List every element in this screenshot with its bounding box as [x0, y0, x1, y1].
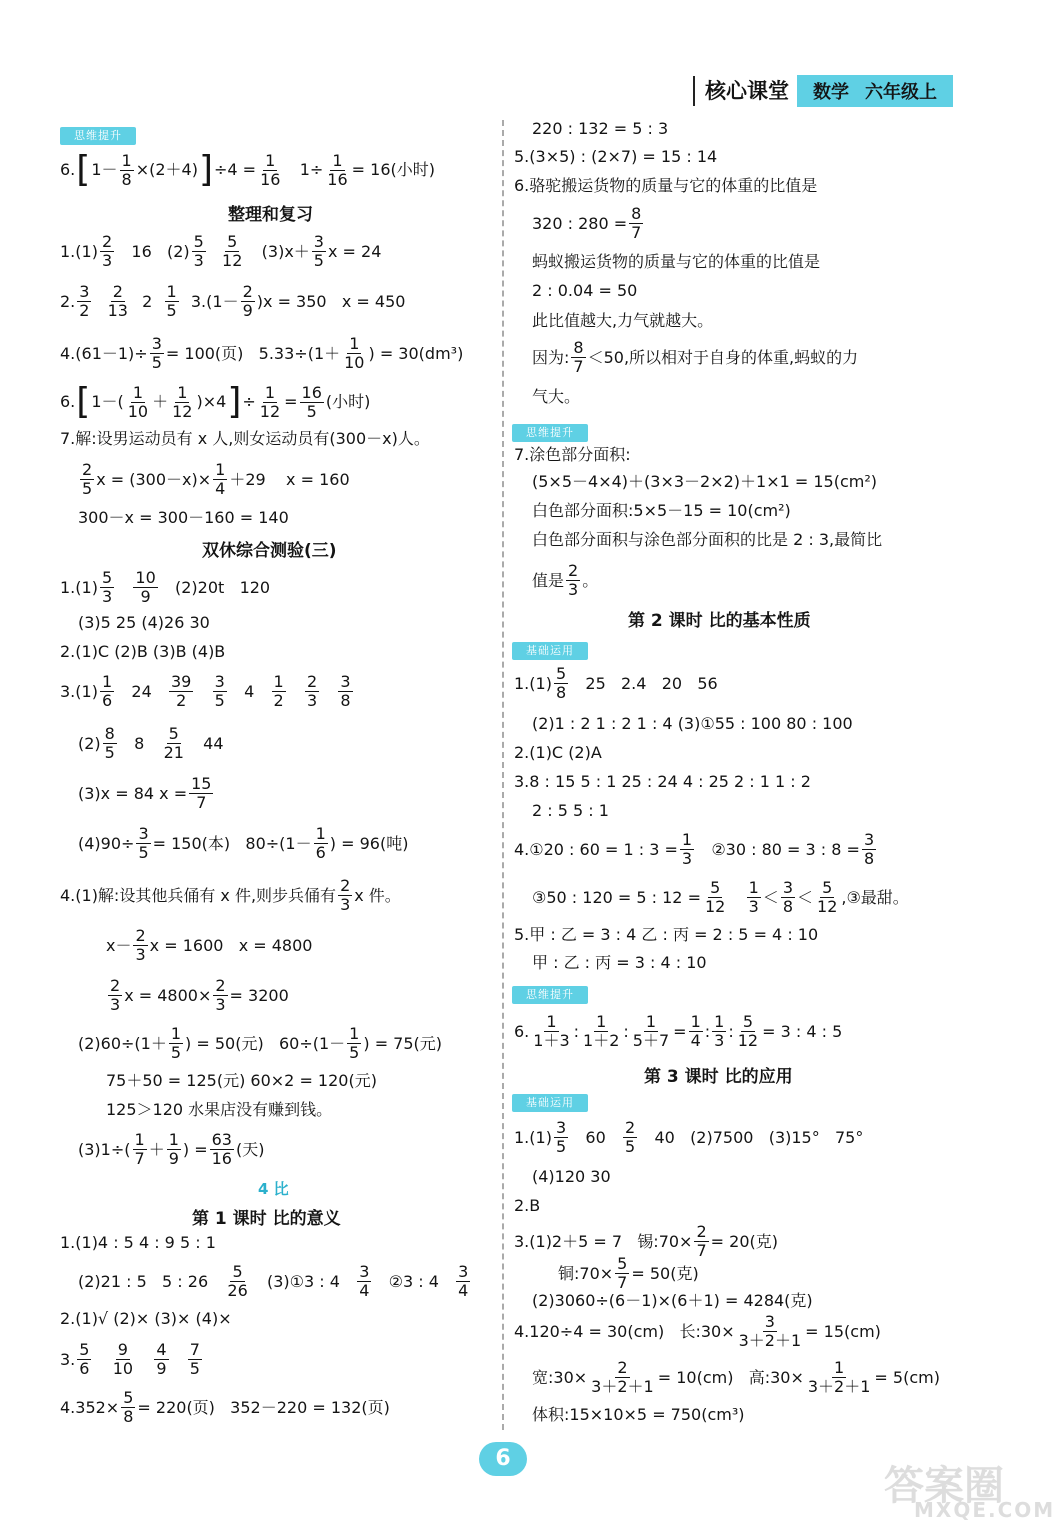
answer-line: (3)1÷( 1 7 ＋ 1 9 ) = 63 16 (天): [78, 1130, 265, 1168]
answer-line: 1.(1) 5 3 10 9 (2)20t 120: [60, 568, 271, 606]
answer-line: 2 5 x = (300－x)× 1 4 ＋29 x = 160: [82, 460, 350, 498]
tag-siwei: 思维提升: [512, 424, 588, 442]
answer-line: 甲 : 乙 : 丙 = 3 : 4 : 10: [532, 953, 707, 972]
answer-line: (2)21 : 5 5 : 26 5 26 (3)①3 : 4 3 4 ②3 : 4 3 4: [78, 1262, 469, 1300]
answer-line: (3)5 25 (4)26 30: [78, 613, 210, 632]
answer-text: (3)x = 84 x =: [78, 783, 188, 803]
answer-text: ＜50,所以相对于自身的体重,蚂蚁的力: [587, 347, 859, 367]
answer-line: 宽:30× 2 3＋2＋1 = 10(cm) 高:30× 1 3＋2＋1 = 5(cm): [532, 1358, 940, 1396]
answer-line: (2)3060÷(6－1)×(6＋1) = 4284(克): [532, 1291, 813, 1310]
answer-line: (4)90÷ 3 5 = 150(本) 80÷(1－ 1 6 ) = 96(吨): [78, 824, 409, 862]
answer-line: 3.(1)2＋5 = 7 锡:70× 2 7 = 20(克): [514, 1222, 778, 1260]
answer-line: 2.B: [514, 1196, 541, 1215]
answer-line: 因为: 8 7 ＜50,所以相对于自身的体重,蚂蚁的力: [532, 338, 859, 376]
answer-line: 5.(3×5) : (2×7) = 15 : 14: [514, 147, 718, 166]
answer-line: 2 : 5 5 : 1: [532, 801, 609, 820]
answer-line: 白色部分面积与涂色部分面积的比是 2 : 3,最简比: [532, 530, 883, 549]
answer-line: (2) 8 5 8 5 21 44: [78, 724, 224, 762]
answer-line: 6. [ 1－ 1 8 ×(2＋4) ] ÷4 = 1 16 1÷ 1 16 = 16(小时): [60, 149, 435, 190]
answer-line: 3.8 : 15 5 : 1 25 : 24 4 : 25 2 : 1 1 : 2: [514, 772, 811, 791]
answer-line: 1.(1) 3 5 60 2 5 40 (2)7500 (3)15° 75°: [514, 1118, 864, 1156]
answer-line: 320 : 280 = 8 7: [532, 204, 642, 242]
tag-jichu: 基础运用: [512, 642, 588, 660]
answer-line: (2)1 : 2 1 : 2 1 : 4 (3)①55 : 100 80 : 100: [532, 714, 853, 733]
answer-line: 2 3 x = 4800× 2 3 = 3200: [110, 976, 289, 1014]
title-test3: 双休综合测验(三): [202, 541, 337, 561]
answer-line: 300－x = 300－160 = 140: [78, 508, 289, 527]
answer-line: 1.(1)4 : 5 4 : 9 5 : 1: [60, 1233, 216, 1252]
answer-text: 4.(1)解:设其他兵俑有 x 件,则步兵俑有: [60, 885, 337, 905]
answer-line: 2.(1)√ (2)× (3)× (4)×: [60, 1309, 232, 1328]
brand-title: 核心课堂: [693, 76, 797, 106]
answer-line: 气大。: [532, 387, 581, 406]
answer-line: 3. 5 6 9 10 4 9 7 5: [60, 1340, 200, 1378]
answer-line: (2)60÷(1＋ 1 5 ) = 50(元) 60÷(1－ 1 5 ) = 75(元): [78, 1024, 443, 1062]
tag-jichu: 基础运用: [512, 1094, 588, 1112]
watermark-top: 答案圈: [884, 1463, 1004, 1509]
answer-line: 7.解:设男运动员有 x 人,则女运动员有(300－x)人。: [60, 429, 430, 448]
answer-line: ③50 : 120 = 5 : 12 = 5 12 1 3 ＜ 3 8 ＜ 5 12 ,③最甜。: [532, 878, 909, 916]
answer-line: 铜:70× 5 7 = 50(克): [558, 1254, 699, 1292]
title-lesson2: 第 2 课时 比的基本性质: [628, 611, 811, 631]
column-divider: [502, 120, 504, 1430]
grade-label: 六年级上: [865, 82, 937, 103]
answer-line: 白色部分面积:5×5－15 = 10(cm²): [532, 501, 791, 520]
answer-line: 5.甲 : 乙 = 3 : 4 乙 : 丙 = 2 : 5 = 4 : 10: [514, 925, 819, 944]
answer-line: 220 : 132 = 5 : 3: [532, 119, 669, 138]
answer-line: 4.①20 : 60 = 1 : 3 = 1 3 ②30 : 80 = 3 : 8 = 3 8: [514, 830, 875, 868]
answer-line: 7.涂色部分面积:: [514, 445, 631, 464]
answer-line: 4.(1)解:设其他兵俑有 x 件,则步兵俑有 2 3 x 件。: [60, 876, 401, 914]
answer-line: 2.(1)C (2)A: [514, 743, 602, 762]
tag-siwei: 思维提升: [512, 986, 588, 1004]
answer-line: 3.(1) 1 6 24 39 2 3 5 4 1 2 2 3 3 8: [60, 672, 351, 710]
subject-band: [797, 75, 953, 107]
answer-line: 125＞120 水果店没有赚到钱。: [106, 1100, 333, 1119]
answer-line: 1.(1) 2 3 16 (2) 5 3 5 12 (3)x＋ 3 5 x = 24: [60, 232, 382, 270]
answer-line: 体积:15×10×5 = 750(cm³): [532, 1405, 745, 1424]
answer-line: 6. [ 1－( 1 10 ＋ 1 12 )×4 ] ÷ 1 12 = 16 5 (小时): [60, 381, 371, 422]
answer-line: 6. 1 1＋3 : 1 1＋2 : 1 5＋7 = 1 4 : 1 3 : 5 12 = 3 : 4 : 5: [514, 1012, 843, 1050]
title-lesson1: 第 1 课时 比的意义: [192, 1209, 341, 1229]
answer-line: 6.骆驼搬运货物的质量与它的体重的比值是: [514, 176, 818, 195]
answer-line: 4.120÷4 = 30(cm) 长:30× 3 3＋2＋1 = 15(cm): [514, 1312, 881, 1350]
answer-line: 1.(1) 5 8 25 2.4 20 56: [514, 664, 718, 702]
title-review: 整理和复习: [228, 205, 313, 225]
answer-line: (5×5－4×4)＋(3×3－2×2)＋1×1 = 15(cm²): [532, 472, 878, 491]
answer-line: x－ 2 3 x = 1600 x = 4800: [106, 926, 313, 964]
watermark-bottom: MXQE.COM: [914, 1498, 1056, 1522]
subject-label: 数学: [813, 82, 849, 103]
page-header: [693, 74, 953, 108]
answer-line: 此比值越大,力气就越大。: [532, 311, 714, 330]
answer-line: 值是 2 3 。: [532, 561, 599, 599]
answer-line: (4)120 30: [532, 1167, 611, 1186]
tag-siwei: 思维提升: [60, 127, 136, 145]
watermark-logo: [880, 1458, 1056, 1528]
answer-line: 蚂蚁搬运货物的质量与它的体重的比值是: [532, 252, 821, 271]
page-number: 6: [479, 1442, 527, 1476]
answer-line: 2. 3 2 2 13 2 1 5 3.(1－ 2 9 )x = 350 x = 450: [60, 282, 406, 320]
answer-line: (3)x = 84 x = $\frac{15}{7}$: [78, 774, 212, 812]
answer-line: 4.(61－1)÷ 3 5 = 100(页) 5.33÷(1＋ 1 10 ) = 30(dm³): [60, 334, 464, 372]
title-lesson3: 第 3 课时 比的应用: [644, 1067, 793, 1087]
answer-line: 2 : 0.04 = 50: [532, 281, 638, 300]
answer-line: 2.(1)C (2)B (3)B (4)B: [60, 642, 226, 661]
answer-line: 4.352× 5 8 = 220(页) 352－220 = 132(页): [60, 1388, 390, 1426]
title-unit4: 4 比: [258, 1180, 289, 1198]
answer-line: 75＋50 = 125(元) 60×2 = 120(元): [106, 1071, 377, 1090]
